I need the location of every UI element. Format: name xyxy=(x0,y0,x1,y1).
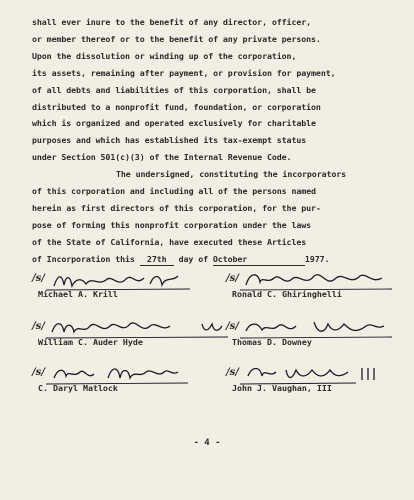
signature-mark: /s/ xyxy=(32,273,45,284)
date-mid: day of xyxy=(178,253,208,264)
text-line: of the State of California, have executed these Articles xyxy=(32,236,307,247)
text-line: or member thereof or to the benefit of any private persons. xyxy=(32,33,321,44)
signer-name: John J. Vaughan, III xyxy=(232,383,332,393)
text-line: pose of forming this nonprofit corporation under the laws xyxy=(32,219,312,230)
text-line: shall ever inure to the benefit of any director, officer, xyxy=(32,17,312,27)
signer-name: C. Daryl Matlock xyxy=(38,383,118,393)
text-line: Upon the dissolution or winding up of the corporation, xyxy=(32,50,297,61)
signature-block xyxy=(32,318,202,348)
body-text xyxy=(32,14,372,268)
month-field: October xyxy=(213,253,305,266)
text-line: distributed to a nonprofit fund, foundation, or corporation xyxy=(32,101,321,112)
signature-mark: /s/ xyxy=(32,367,45,378)
signature-block xyxy=(32,364,202,394)
date-prefix: of Incorporation this xyxy=(32,253,135,264)
text-line: of all debts and liabilities of this corporation, shall be xyxy=(32,84,316,95)
text-line: herein as first directors of this corporation, for the pur- xyxy=(32,202,321,213)
text-line: of this corporation and including all of the persons named xyxy=(32,186,316,197)
signature-block xyxy=(32,270,202,300)
signature-mark: /s/ xyxy=(226,321,239,332)
day-field: 27th xyxy=(140,253,174,266)
text-line: its assets, remaining after payment, or provision for payment, xyxy=(32,67,336,78)
year-text: 1977. xyxy=(304,253,330,264)
signature-mark: /s/ xyxy=(32,321,45,332)
signer-name: Ronald C. Ghiringhelli xyxy=(232,289,342,299)
signature-mark: /s/ xyxy=(226,273,239,284)
signer-name: William C. Auder Hyde xyxy=(38,337,143,347)
page-number: - 4 - xyxy=(193,438,221,448)
signer-name: Michael A. Krill xyxy=(38,289,118,299)
signature-mark: /s/ xyxy=(226,367,239,378)
signature-block xyxy=(226,318,396,348)
signer-name: Thomas D. Downey xyxy=(232,337,312,347)
text-line: The undersigned, constituting the incorporators xyxy=(116,169,347,180)
signature-block xyxy=(226,364,396,394)
text-line: purposes and which has established its tax-exempt status xyxy=(32,135,307,146)
text-line: under Section 501(c)(3) of the Internal Revenue Code. xyxy=(32,152,292,163)
execution-date-line xyxy=(32,251,372,268)
signature-block xyxy=(226,270,396,300)
text-line: which is organized and operated exclusively for charitable xyxy=(32,118,316,129)
